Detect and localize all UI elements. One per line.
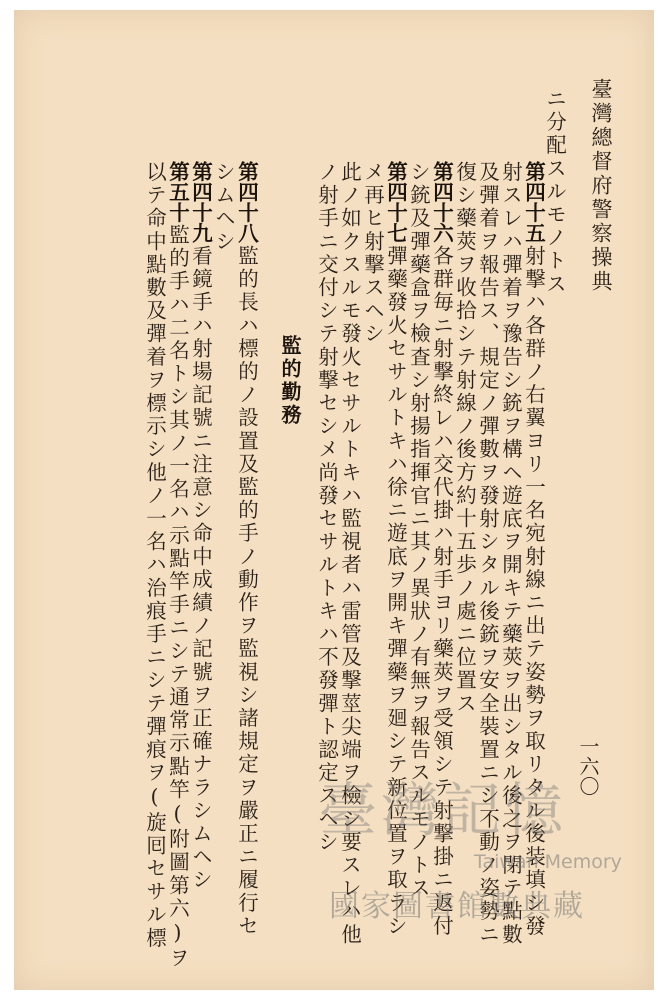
article-number: 第四十七 <box>383 161 408 243</box>
book-page <box>14 10 654 990</box>
column-text: 此ノ如クスルモ發火セサルトキハ監視者ハ雷管及撃莖尖端ヲ檢シ要スレハ他 <box>337 161 362 947</box>
text-column <box>167 224 188 970</box>
watermark-english: Taiwan Memory <box>474 851 622 873</box>
column-text: 射スレハ彈着ヲ豫告シ銃ヲ構ヘ遊底ヲ開キテ藥莢ヲ出シタル後之ヲ閉テ點數 <box>498 161 523 947</box>
column-text: ノ射手ニ交付シテ射撃セシメ尚發セサルトキハ不發彈ト認定スヘシ <box>314 161 339 854</box>
text-column <box>523 245 544 938</box>
watermark-title: 臺灣記憶 <box>319 776 568 844</box>
article-number: 第四十八 <box>234 161 259 243</box>
column-text: 監的手ハ二名トシ其ノ一名ハ示點竿手ニシテ通常示點竿(附圖第六)ヲ <box>165 224 190 971</box>
text-column <box>144 161 165 950</box>
section-heading: 監的勤務 <box>278 335 302 427</box>
page-number: 一六〇 <box>576 736 600 796</box>
column-text: 看鏡手ハ射場記號ニ注意シ命中成績ノ記號ヲ正確ナラシムヘシ <box>188 245 213 892</box>
article-number: 第五十 <box>165 161 190 223</box>
text-column <box>544 88 565 296</box>
text-column <box>477 161 498 946</box>
text-column <box>500 161 521 946</box>
text-column <box>236 245 257 938</box>
text-column <box>431 245 452 938</box>
column-text: 各群毎ニ射撃終レハ交代掛ハ射手ヨリ藥莢ヲ受領シテ射撃掛ニ返付 <box>429 245 454 938</box>
column-text: 彈藥發火セサルトキハ徐ニ遊底ヲ開キ彈藥ヲ廻シテ新位置ヲ取ラシ <box>383 245 408 938</box>
article-number: 第四十六 <box>429 161 454 243</box>
column-text: メ再ヒ射撃スヘシ <box>360 161 385 346</box>
text-column <box>213 161 234 253</box>
article-number: 第四十五 <box>521 161 546 243</box>
text-column <box>362 161 383 346</box>
article-number: 第四十九 <box>188 161 213 243</box>
column-text: 監的長ハ標的ノ設置及監的手ノ動作ヲ監視シ諸規定ヲ嚴正ニ履行セ <box>234 245 259 938</box>
column-text: 射撃ハ各群ノ右翼ヨリ一名宛射線ニ出テ姿勢ヲ取リタル後装填シ發 <box>521 245 546 938</box>
text-column <box>408 161 429 900</box>
text-column <box>316 161 337 854</box>
column-text: シ銃及彈藥盒ヲ檢査シ射揚指揮官ニ其ノ異狀ノ有無ヲ報告スルモノトス <box>406 161 431 901</box>
column-text: ニ分配スルモノトス <box>542 88 567 296</box>
column-text: 復シ藥莢ヲ收拾シテ射線ノ後方約十五歩ノ處ニ位置ス <box>452 161 477 716</box>
column-text: シムヘシ <box>211 161 236 254</box>
text-column <box>385 245 406 938</box>
text-column <box>454 161 475 715</box>
text-column <box>190 245 211 892</box>
text-column <box>339 161 360 946</box>
running-title: 臺灣總督府警察操典 <box>589 78 613 294</box>
column-text: 及彈着ヲ報告ス、規定ノ彈數ヲ發射シタル後銃ヲ安全裝置ニシ不動ノ姿勢ニ <box>475 161 500 947</box>
column-text: 以テ命中點數及彈着ヲ標示シ他ノ一名ハ治痕手ニシテ彈痕ヲ(旋囘セサル標 <box>142 161 167 950</box>
watermark-subtitle: 國家圖書館數典藏 <box>329 889 585 924</box>
